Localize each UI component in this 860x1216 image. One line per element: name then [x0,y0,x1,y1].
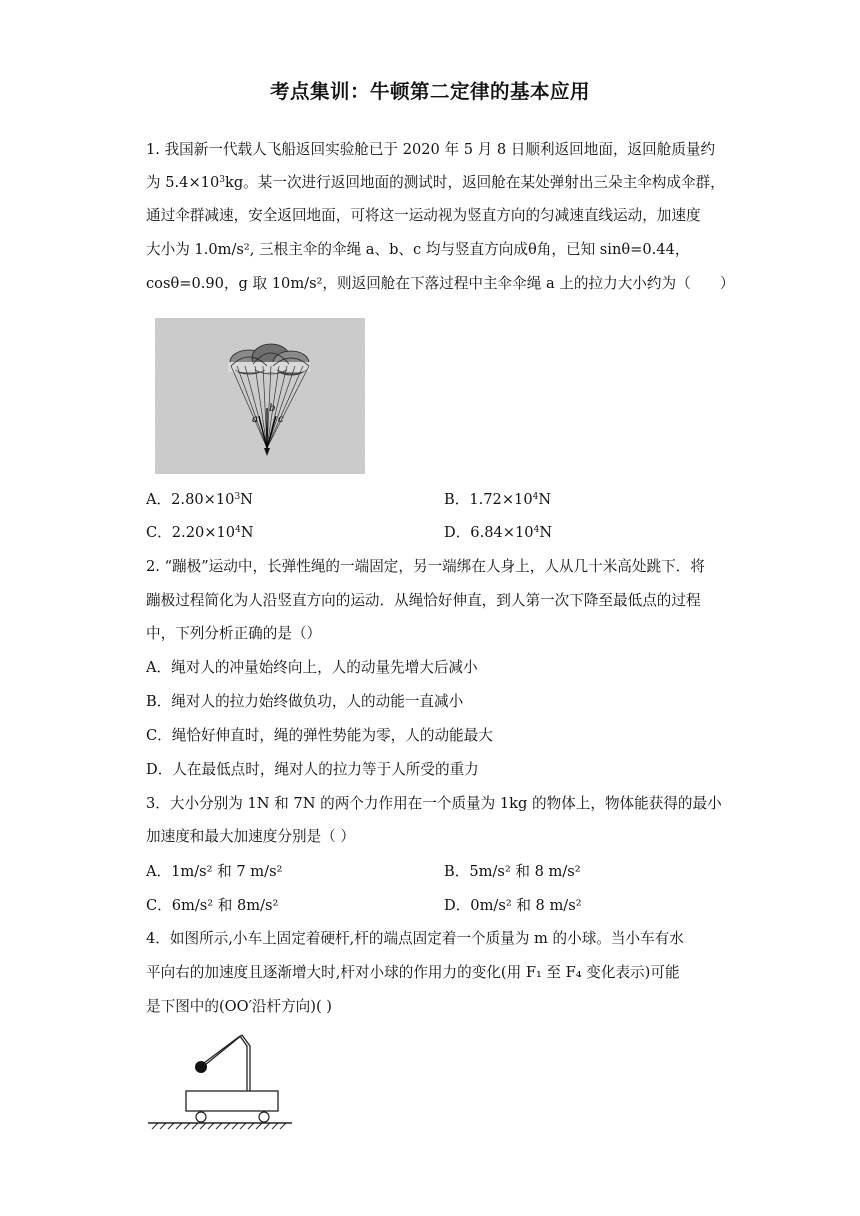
q4-text-line-2: 平向右的加速度且逐渐增大时,杆对小球的作用力的变化(用 F₁ 至 F₄ 变化表示)可能 [146,964,680,981]
q3-option-b: B．5m/s² 和 8 m/s² [444,863,581,880]
q1-text-line-1: 1. 我国新一代载人飞船返回实验舱已于 2020 年 5 月 8 日顺利返回地面，返回舱质量约 [146,141,716,158]
q2-option-d: D．人在最低点时，绳对人的拉力等于人所受的重力 [146,761,479,778]
label-b: b [269,403,276,414]
q1-text-line-2: 为 $5.4\times 10^3kg$。某一次进行返回地面的测试时，返回舱在某处弹射出三朵主伞构成伞群， [146,174,725,191]
rigid-rod [240,1036,247,1091]
q1-option-a: A．$2.80\times 10^3N$ [146,491,253,508]
label-a: a [252,414,258,425]
q2-text-line-3: 中，下列分析正确的是（） [146,625,322,642]
q1-text-line-3: 通过伞群减速，安全返回地面，可将这一运动视为竖直方向的匀减速直线运动，加速度 [146,207,701,224]
q3-option-a: A．1m/s² 和 7 m/s² [146,863,283,880]
ball-icon [195,1061,207,1073]
cart-figure [144,1030,294,1136]
parachute-figure [155,318,365,474]
q4-text-line-1: 4．如图所示,小车上固定着硬杆,杆的端点固定着一个质量为 m 的小球。当小车有水 [146,930,684,947]
page-title: 考点集训：牛顿第二定律的基本应用 [269,80,590,103]
q2-text-line-2: 蹦极过程简化为人沿竖直方向的运动．从绳恰好伸直，到人第一次下降至最低点的过程 [146,592,701,609]
ground-hatching [152,1123,286,1129]
wheel-left-icon [196,1112,206,1122]
q1-option-d: D．$6.84\times 10^4N$ [444,524,553,541]
q1-text-line-4: 大小为 1.0m/s², 三根主伞的伞绳 a、b、c 均与竖直方向成θ角，已知 sinθ=0.44， [146,241,690,258]
q1-option-c: C．$2.20\times 10^4N$ [146,524,254,541]
label-c: c [278,414,284,425]
cart-body [186,1091,278,1111]
q3-option-c: C．6m/s² 和 8m/s² [146,897,279,914]
q3-option-d: D．0m/s² 和 8 m/s² [444,897,582,914]
q2-text-line-1: 2. “蹦极”运动中，长弹性绳的一端固定，另一端绑在人身上，人从几十米高处跳下．将 [146,558,705,575]
q3-text-line-1: 3．大小分别为 1N 和 7N 的两个力作用在一个质量为 1kg 的物体上，物体能获得的最小 [146,795,722,812]
q2-option-b: B．绳对人的拉力始终做负功，人的动能一直减小 [146,693,464,710]
q1-text-line-5: cosθ=0.90，g 取 10m/s²，则返回舱在下落过程中主伞伞绳 a 上的拉力大小约为（ ） [146,275,735,292]
q3-text-line-2: 加速度和最大加速度分别是（ ） [146,828,355,845]
q1-option-b: B．$1.72\times 10^4N$ [444,491,552,508]
q2-option-a: A．绳对人的冲量始终向上，人的动量先增大后减小 [146,659,478,676]
q2-option-c: C．绳恰好伸直时，绳的弹性势能为零，人的动能最大 [146,727,493,744]
wheel-right-icon [259,1112,269,1122]
q4-text-line-3: 是下图中的(OO′沿杆方向)( ) [146,998,332,1015]
